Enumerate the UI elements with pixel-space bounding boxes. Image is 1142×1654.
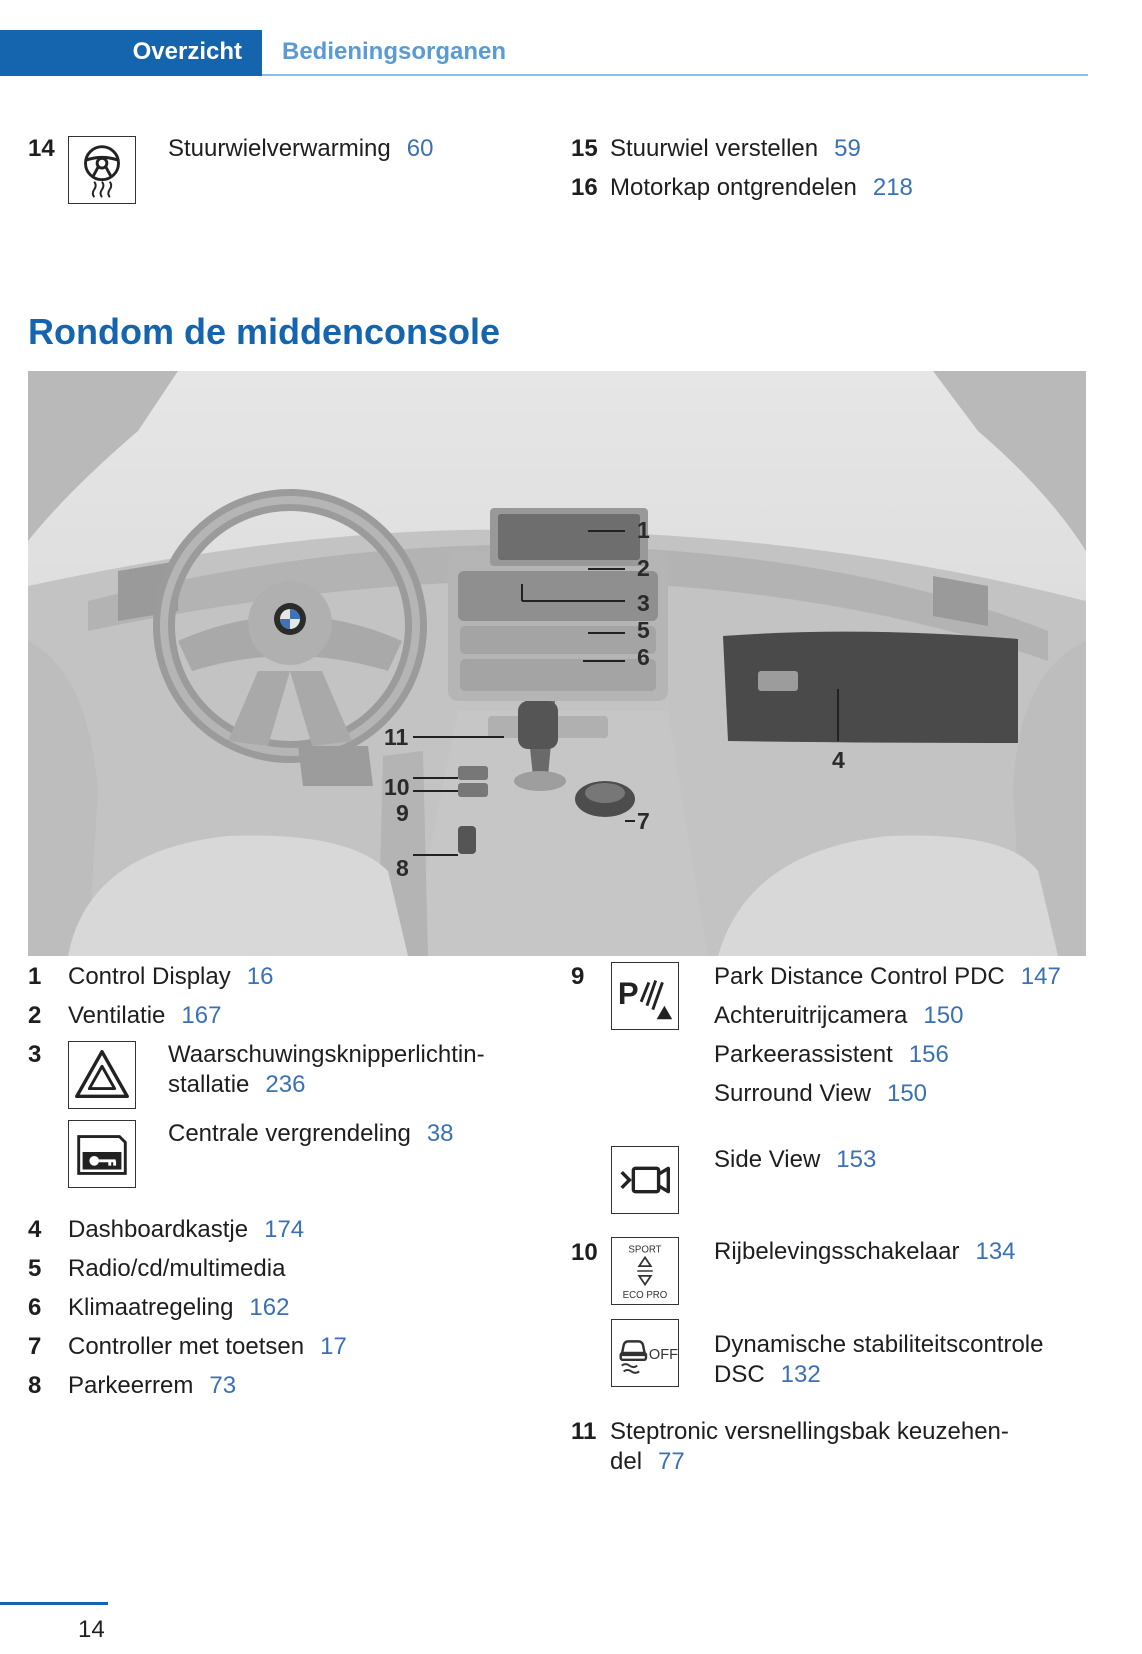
item-label: del (610, 1448, 643, 1475)
side-view-icon (611, 1146, 679, 1214)
list-item (610, 173, 913, 203)
page-ref-link[interactable]: 150 (923, 1002, 964, 1029)
list-item (610, 134, 861, 164)
list-item (68, 1293, 289, 1323)
list-item (68, 1332, 347, 1362)
list-item (714, 1237, 1016, 1267)
callout-label: 8 (396, 855, 409, 881)
list-item (714, 1040, 949, 1070)
item-label: Ventilatie (68, 1002, 166, 1029)
drive-mode-bottom-label: ECO PRO (622, 1290, 668, 1302)
item-label: Stuurwiel verstellen (610, 135, 819, 162)
callout-label: 5 (637, 617, 650, 643)
item-label: Steptronic versnellingsbak keuzehen- (610, 1418, 1009, 1445)
section-title: Rondom de middenconsole (28, 311, 501, 352)
page-ref-link[interactable]: 174 (264, 1216, 305, 1243)
page-ref-link[interactable]: 147 (1020, 963, 1061, 990)
item-label: Parkeerrem (68, 1372, 194, 1399)
item-label: Control Display (68, 963, 231, 990)
item-label: Rijbelevingsschakelaar (714, 1238, 960, 1265)
callout-label: 4 (832, 747, 845, 773)
item-number: 16 (571, 174, 598, 201)
item-label: Stuurwielverwarming (168, 135, 391, 162)
page-ref-link[interactable]: 218 (872, 174, 913, 201)
item-label: Side View (714, 1146, 821, 1173)
dsc-off-icon (611, 1319, 679, 1387)
page-ref-link[interactable]: 38 (426, 1120, 454, 1147)
item-label: Controller met toetsen (68, 1333, 305, 1360)
svg-text:P: P (617, 975, 639, 1011)
list-item (714, 962, 1061, 992)
list-item (68, 962, 273, 992)
callout-label: 2 (637, 555, 650, 581)
page-number: 14 (78, 1616, 105, 1643)
item-number: 9 (571, 963, 585, 990)
item-label: Dashboardkastje (68, 1216, 249, 1243)
header-rule (262, 74, 1088, 76)
list-item (714, 1145, 876, 1175)
page-ref-link[interactable]: 132 (780, 1361, 821, 1388)
drive-mode-top-label: SPORT (628, 1244, 662, 1256)
page-ref-link[interactable]: 162 (249, 1294, 290, 1321)
steering-heat-icon (68, 136, 136, 204)
header-tab-label: Overzicht (132, 38, 242, 65)
item-label: Park Distance Control PDC (714, 963, 1005, 990)
list-item (168, 1119, 454, 1149)
item-number: 2 (28, 1002, 42, 1029)
callout-label: 6 (637, 644, 650, 670)
dashboard-illustration (28, 371, 1086, 956)
item-label: Motorkap ontgrendelen (610, 174, 857, 201)
page-ref-link[interactable]: 153 (836, 1146, 877, 1173)
item-number: 11 (571, 1418, 597, 1445)
page-ref-link[interactable]: 59 (834, 135, 861, 162)
item-number: 4 (28, 1216, 42, 1243)
page-ref-link[interactable]: 167 (181, 1002, 222, 1029)
pdc-icon (611, 962, 679, 1030)
page-ref-link[interactable]: 236 (265, 1071, 306, 1098)
list-item (714, 1079, 927, 1109)
callout-label: 7 (637, 808, 650, 834)
list-item (714, 1001, 963, 1031)
item-number: 7 (28, 1333, 42, 1360)
list-item (168, 134, 433, 164)
page-ref-link[interactable]: 156 (908, 1041, 949, 1068)
list-item (68, 1001, 221, 1031)
page-ref-link[interactable]: 150 (886, 1080, 928, 1107)
header-section-label: Bedieningsorganen (282, 38, 507, 65)
item-label: Parkeerassistent (714, 1041, 893, 1068)
callout-label: 1 (637, 517, 650, 543)
item-number: 3 (28, 1041, 42, 1068)
callout-label: 3 (637, 590, 650, 616)
item-number: 1 (28, 963, 42, 990)
page-ref-link[interactable]: 16 (246, 963, 274, 990)
list-item (610, 1417, 1009, 1477)
list-item (68, 1371, 236, 1401)
list-item (68, 1215, 304, 1245)
drive-mode-icon (611, 1237, 679, 1305)
item-label: Achteruitrijcamera (714, 1002, 908, 1029)
dsc-off-label: OFF (648, 1346, 678, 1363)
page-ref-link[interactable]: 73 (209, 1372, 237, 1399)
callout-label: 11 (384, 724, 409, 750)
item-number: 14 (28, 135, 55, 162)
item-number: 8 (28, 1372, 42, 1399)
central-locking-icon (68, 1120, 136, 1188)
footer-rule (0, 1602, 108, 1605)
header-tab-active (0, 30, 262, 76)
item-label: Radio/cd/multimedia (68, 1255, 286, 1282)
page-ref-link[interactable]: 77 (658, 1448, 685, 1475)
callout-label: 10 (384, 774, 410, 800)
list-item (714, 1330, 1043, 1390)
item-label: Dynamische stabiliteitscontrole (714, 1331, 1044, 1358)
callout-label: 9 (396, 800, 409, 826)
item-label: DSC (714, 1361, 765, 1388)
list-item (168, 1040, 485, 1100)
item-label: stallatie (168, 1071, 250, 1098)
item-number: 6 (28, 1294, 42, 1321)
item-number: 10 (571, 1239, 598, 1266)
item-label: Waarschuwingsknipperlichtin- (168, 1041, 485, 1068)
item-label: Centrale vergrendeling (168, 1120, 411, 1147)
item-label: Klimaatregeling (68, 1294, 234, 1321)
hazard-warning-icon (68, 1041, 136, 1109)
list-item (68, 1254, 285, 1284)
item-number: 15 (571, 135, 598, 162)
item-label: Surround View (714, 1080, 871, 1107)
item-number: 5 (28, 1255, 42, 1282)
page-ref-link[interactable]: 134 (975, 1238, 1016, 1265)
page-ref-link[interactable]: 17 (320, 1333, 347, 1360)
page-ref-link[interactable]: 60 (406, 135, 434, 162)
